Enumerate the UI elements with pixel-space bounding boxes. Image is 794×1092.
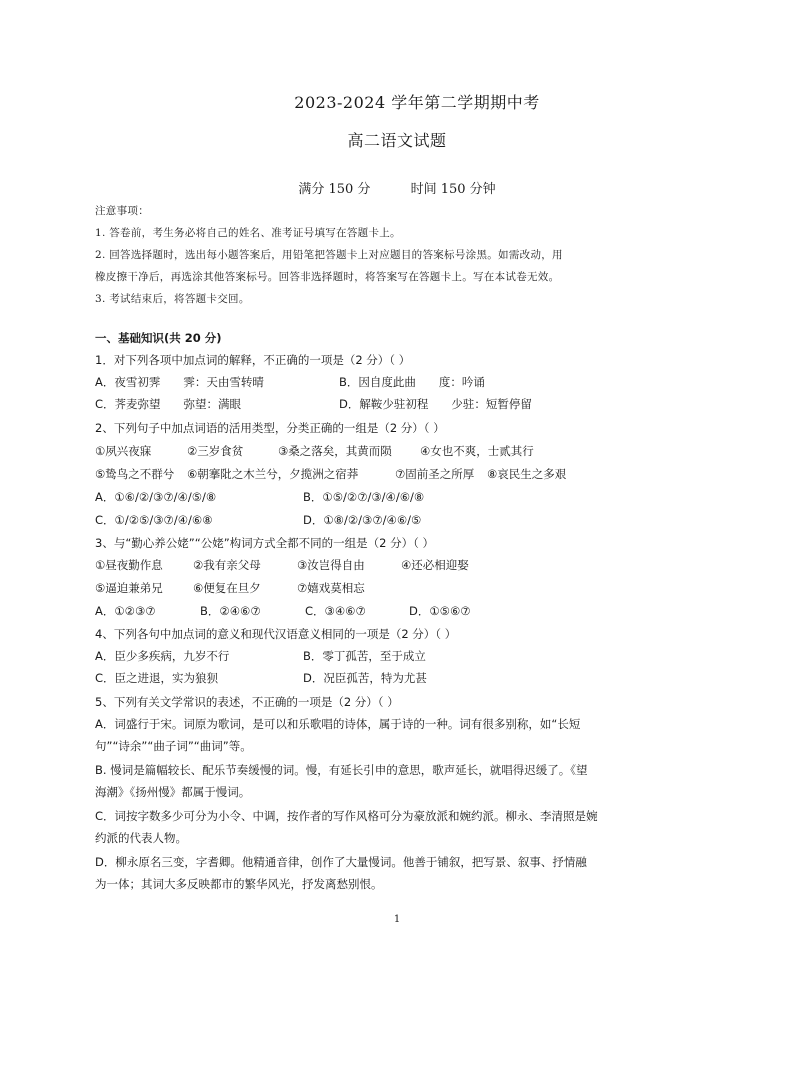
option-c: C．①/②⑤/③⑦/④/⑥⑧ [95,513,213,527]
option-line: 句”“诗余”“曲子词”“曲词”等。 [95,739,252,753]
note-item: 橡皮擦干净后，再选涂其他答案标号。回答非选择题时，将答案写在答题卡上。写在本试卷无效。 [95,271,560,283]
option-b: B．因自度此曲 度：吟诵 [339,375,485,389]
item: ②我有亲父母 [193,558,261,572]
note-item: 2. 回答选择题时，选出每小题答案后，用铅笔把答题卡上对应题目的答案标号涂黑。如需改动，用 [95,249,563,261]
question-2-options-row [95,512,695,530]
option-d: D．①⑤⑥⑦ [409,604,471,618]
question-5-stem: 5、下列有关文学常识的表述，不正确的一项是（2 分）（ ） [95,695,399,709]
option-line: 约派的代表人物。 [95,831,187,845]
question-5-option-b [95,759,693,803]
item: ③桑之落矣，其黄而陨 [278,444,392,458]
page-number: 1 [393,914,401,925]
option-d: D．况臣孤苦，特为尤甚 [303,671,427,685]
option-a: A．夜雪初霁 霁：天由雪转晴 [95,375,264,389]
notes-heading: 注意事项： [95,205,149,217]
item: ⑤鸷鸟之不群兮 [95,467,175,481]
option-c: C．③④⑥⑦ [305,604,366,618]
option-a: A．①②③⑦ [95,604,156,618]
item: ④还必相迎娶 [401,558,469,572]
question-3-options-row [95,603,695,621]
option-b: B．①⑤/②⑦/③/④/⑥/⑧ [303,490,425,504]
question-3-stem: 3、与“勤心养公姥”“公姥”构词方式全都不同的一组是（2 分）（ ） [95,536,435,550]
item: ⑥朝搴阰之木兰兮，夕揽洲之宿莽 [187,467,359,481]
option-line: A．词盛行于宋。词原为歌词，是可以和乐歌唱的诗体，属于诗的一种。词有很多别称，如“长短 [95,717,581,731]
item: ①夙兴夜寐 [95,444,152,458]
option-line: C．词按字数多少可分为小令、中调，按作者的写作风格可分为豪放派和婉约派。柳永、李清照是婉 [95,809,598,823]
item: ③汝岂得自由 [297,558,365,572]
item: ⑤逼迫兼弟兄 [95,581,163,595]
question-4-options-row [95,648,695,666]
full-score: 满分 150 分 [298,182,371,197]
section-heading: 一、基础知识(共 20 分) [95,331,222,345]
question-5-option-d [95,851,693,895]
question-4-stem: 4、下列各句中加点词的意义和现代汉语意义相同的一项是（2 分）（ ） [95,627,457,641]
question-2-stem: 2、下列句子中加点词语的活用类型，分类正确的一组是（2 分）（ ） [95,421,445,435]
question-2-options-row [95,489,695,507]
item: ⑧哀民生之多艰 [487,467,567,481]
option-d: D．解鞍少驻初程 少驻：短暂停留 [339,397,532,411]
question-1-options-row [95,396,695,414]
subject-title: 高二语文试题 [347,131,447,150]
question-5-option-a [95,713,693,757]
option-line: D．柳永原名三变，字耆卿。他精通音律，创作了大量慢词。他善于铺叙，把写景、叙事、抒情融 [95,855,587,869]
item: ⑥便复在旦夕 [193,581,261,595]
item: ②三岁食贫 [187,444,244,458]
option-b: B．零丁孤苦，至于成立 [303,649,426,663]
item: ④女也不爽，士贰其行 [420,444,534,458]
question-2-items-row [95,443,695,461]
question-5-option-c [95,805,693,849]
note-item: 1. 答卷前，考生务必将自己的姓名、准考证号填写在答题卡上。 [95,227,401,239]
option-line: B. 慢词是篇幅较长、配乐节奏缓慢的词。慢，有延长引申的意思，歌声延长，就唱得迟缓了。《望 [95,763,588,777]
note-item: 3. 考试结束后，将答题卡交回。 [95,293,250,305]
item: ⑦嬉戏莫相忘 [297,581,365,595]
option-b: B．②④⑥⑦ [200,604,261,618]
exam-meta [0,178,794,197]
question-4-options-row [95,670,695,688]
option-d: D．①⑧/②/③⑦/④⑥/⑤ [303,513,422,527]
option-line: 为一体；其词大多反映都市的繁华风光，抒发离愁别恨。 [95,877,383,891]
question-3-items-row [95,557,695,575]
question-3-items-row [95,580,695,598]
exam-title: 2023-2024 学年第二学期期中考 [294,93,540,112]
exam-time: 时间 150 分钟 [410,182,496,197]
option-a: A．①⑥/②/③⑦/④/⑤/⑧ [95,490,217,504]
item: ⑦固前圣之所厚 [395,467,475,481]
question-2-items-row [95,466,695,484]
question-1-stem: 1．对下列各项中加点词的解释，不正确的一项是（2 分）（ ） [95,353,411,367]
option-a: A．臣少多疾病，九岁不行 [95,649,230,663]
option-c: C．臣之进退，实为狼狈 [95,671,219,685]
question-1-options-row [95,374,695,392]
option-c: C．荠麦弥望 弥望：满眼 [95,397,242,411]
item: ①昼夜勤作息 [95,558,163,572]
option-line: 海潮》《扬州慢》都属于慢词。 [95,785,251,799]
